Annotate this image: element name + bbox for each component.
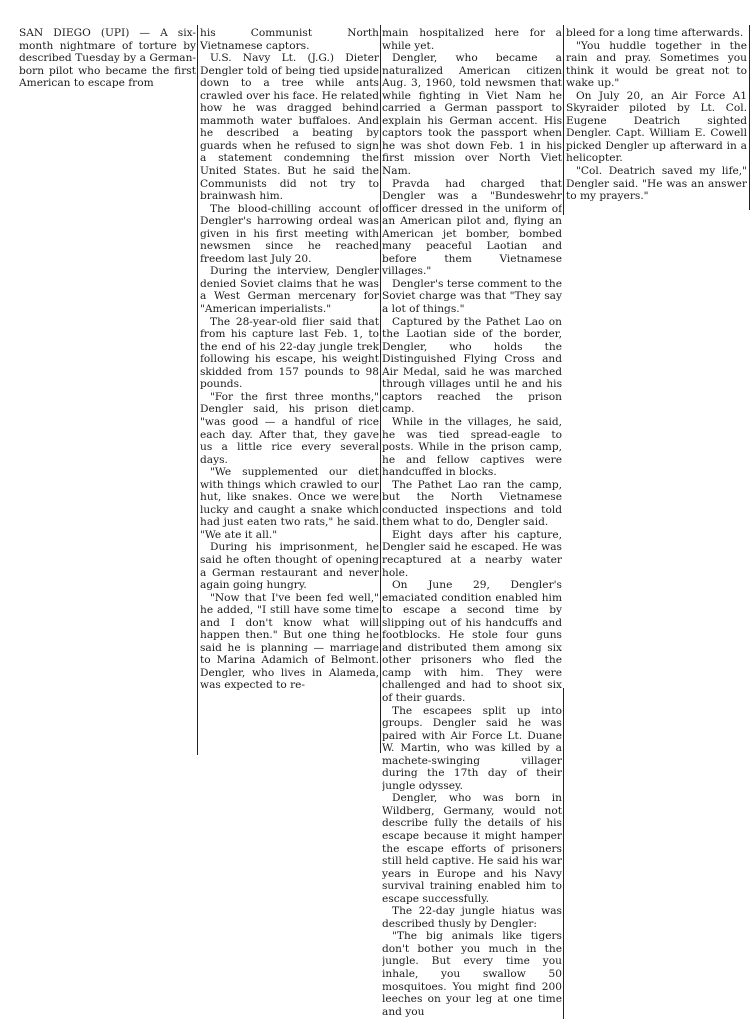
article-paragraph: Dengler's terse comment to the Soviet charge was that "They say a lot of things." [382,277,562,316]
article-paragraph: SAN DIEGO (UPI) — A six-month nightmare of torture by described Tuesday by a German-born pilot who became the first American to escape from [19,27,196,90]
article-paragraph: his Communist North Vietnamese captors. [200,27,379,52]
article-paragraph: The 22-day jungle hiatus was described thusly by Dengler: [382,905,562,930]
column-divider [197,25,198,755]
column-divider [563,688,564,1019]
article-paragraph: During the interview, Dengler denied Soviet claims that he was a West German mercenary for "American imperialists." [200,265,379,316]
article-column-3 [382,27,562,1019]
article-paragraph: Captured by the Pathet Lao on the Laotian side of the border, Dengler, who holds the Distinguished Flying Cross and Air Medal, said he was marched through villages until he and his captors reached the prison camp. [382,315,562,416]
column-divider [749,25,750,210]
article-paragraph: "For the first three months," Dengler said, his prison diet "was good — a handful of rice each day. After that, they gave us a little rice every several days. [200,390,379,466]
article-paragraph: The escapees split up into groups. Dengler said he was paired with Air Force Lt. Duane W. Martin, who was killed by a machete-swinging villager during the 17th day of their jungle odyssey. [382,704,562,792]
article-paragraph: "The big animals like tigers don't bother you much in the jungle. But every time you inhale, you swallow 50 mosquitoes. You might find 200 leeches on your leg at one time and you [382,930,562,1018]
column-divider [563,25,564,215]
article-column-2 [200,27,379,752]
article-paragraph: While in the villages, he said, he was tied spread-eagle to posts. While in the prison camp, he and fellow captives were handcuffed in blocks. [382,415,562,479]
article-paragraph: The 28-year-old flier said that from his capture last Feb. 1, to the end of his 22-day jungle trek following his escape, his weight skidded from 157 pounds to 98 pounds. [200,315,379,391]
article-paragraph: Dengler, who became a naturalized American citizen Aug. 3, 1960, told newsmen that while fighting in Viet Nam he carried a German passport to explain his German accent. His captors took the passport when he was shot down Feb. 1 in his first mission over North Viet Nam. [382,52,562,178]
article-paragraph: "Col. Deatrich saved my life," Dengler said. "He was an answer to my prayers." [566,165,747,203]
article-paragraph: "Now that I've been fed well," he added, "I still have some time and I don't know what will happen then." But one thing he said he is planning — marriage to Marina Adamich of Belmont. Dengler, who lives in Alameda, was expected to re- [200,591,379,692]
article-paragraph: bleed for a long time afterwards. [566,27,744,39]
column-divider [380,25,381,753]
article-paragraph: On July 20, an Air Force A1 Skyraider piloted by Lt. Col. Eugene Deatrich sighted Dengler. Capt. William E. Cowell picked Dengler up afterward in a helicopter. [566,89,747,165]
article-paragraph: The Pathet Lao ran the camp, but the North Vietnamese conducted inspections and told them what to do, Dengler said. [382,478,562,529]
article-paragraph: Pravda had charged that Dengler was a "Bundeswehr officer dressed in the uniform of an American pilot and, flying an American jet bomber, bombed many peaceful Laotian and before them Vietnamese villages." [382,177,562,278]
article-paragraph: Dengler, who was born in Wildberg, Germany, would not describe fully the details of his escape because it might hamper the escape efforts of prisoners still held captive. He said his war years in Europe and his Navy survival training enabled him to escape successfully. [382,792,562,905]
article-paragraph: U.S. Navy Lt. (J.G.) Dieter Dengler told of being tied upside down to a tree while ants crawled over his face. He related how he was dragged behind mammoth water buffaloes. And he described a beating by guards when he refused to sign a statement condemning the United States. But he said the Communists did not try to brainwash him. [200,52,379,203]
article-column-4 [566,27,747,207]
article-paragraph: main hospitalized here for a while yet. [382,27,562,52]
article-column-1 [19,27,196,97]
article-paragraph: Eight days after his capture, Dengler said he escaped. He was recaptured at a nearby water hole. [382,528,562,579]
article-paragraph: During his imprisonment, he said he often thought of opening a German restaurant and never again going hungry. [200,541,379,592]
article-paragraph: The blood-chilling account of Dengler's harrowing ordeal was given in his first meeting with newsmen since he reached freedom last July 20. [200,202,379,265]
article-paragraph: "You huddle together in the rain and pray. Sometimes you think it would be great not to wake up." [566,39,747,90]
article-paragraph: On June 29, Dengler's emaciated condition enabled him to escape a second time by slipping out of his handcuffs and footblocks. He stole four guns and distributed them among six other prisoners who fled the camp with him. They were challenged and had to shoot six of their guards. [382,579,562,704]
article-paragraph: "We supplemented our diet with things which crawled to our hut, like snakes. Once we were lucky and caught a snake which had just eaten two rats," he said. "We ate it all." [200,466,379,541]
